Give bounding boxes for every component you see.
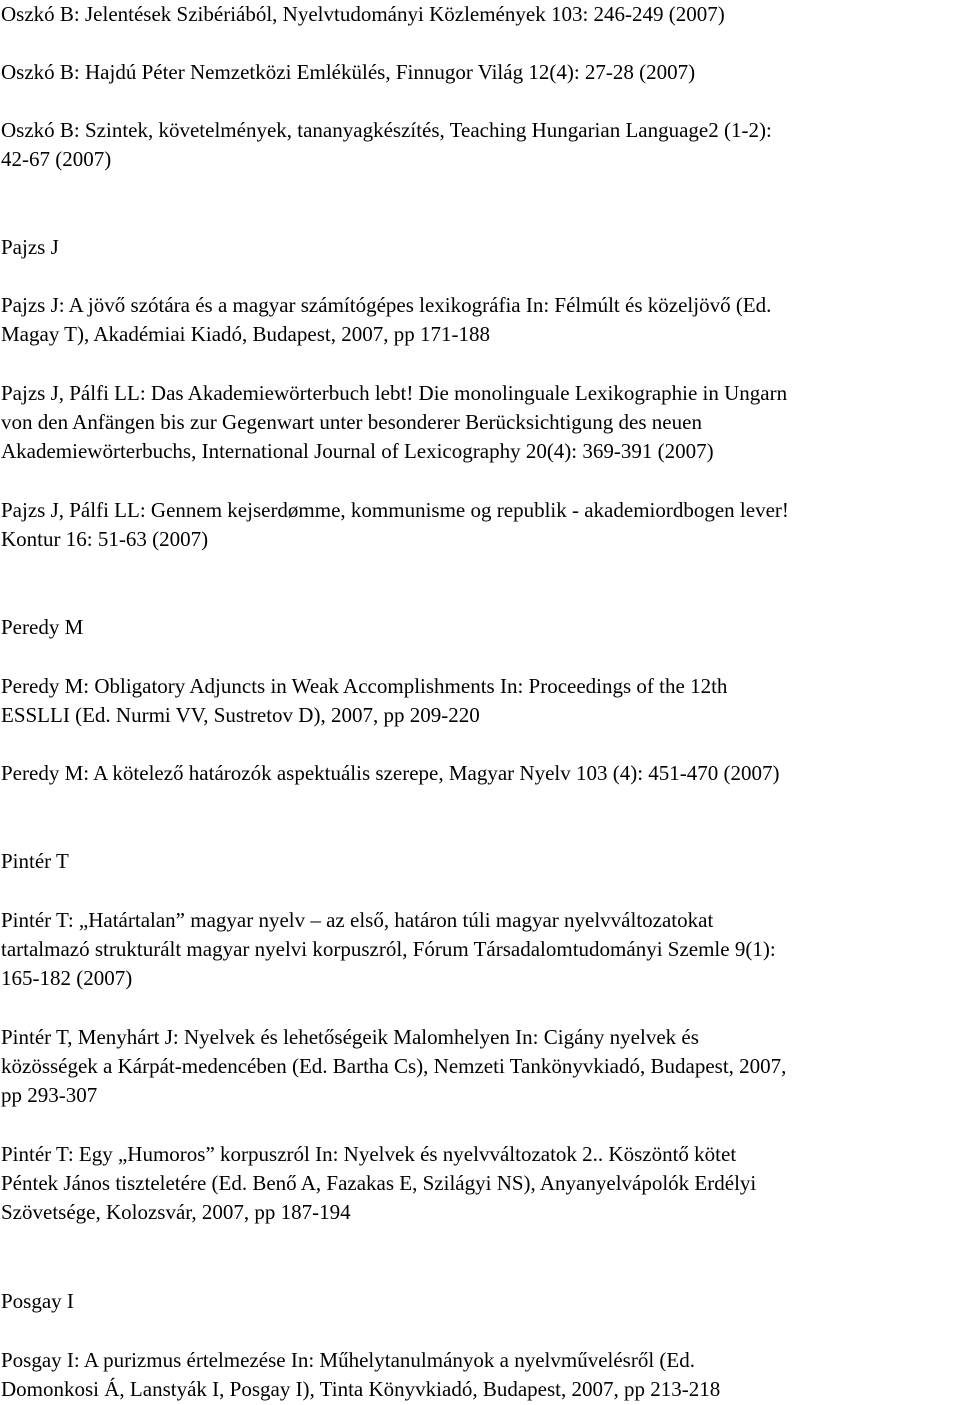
- reference-entry-line: Domonkosi Á, Lanstyák I, Posgay I), Tinta Könyvkiadó, Budapest, 2007, pp 213-218: [1, 1377, 721, 1401]
- reference-entry-line: 42-67 (2007): [1, 147, 112, 171]
- author-heading: Pintér T: [1, 849, 69, 873]
- reference-entry-line: Akademiewörterbuchs, International Journal of Lexicography 20(4): 369-391 (2007): [1, 439, 714, 463]
- reference-entry-line: Oszkó B: Jelentések Szibériából, Nyelvtudományi Közlemények 103: 246-249 (2007): [1, 2, 725, 26]
- reference-entry-line: Pintér T, Menyhárt J: Nyelvek és lehetőségeik Malomhelyen In: Cigány nyelvek és: [1, 1025, 699, 1049]
- reference-entry-line: Oszkó B: Hajdú Péter Nemzetközi Emlékülés, Finnugor Világ 12(4): 27-28 (2007): [1, 60, 696, 84]
- reference-entry-line: ESSLLI (Ed. Nurmi VV, Sustretov D), 2007, pp 209-220: [1, 703, 480, 727]
- reference-entry-line: Szövetsége, Kolozsvár, 2007, pp 187-194: [1, 1200, 351, 1224]
- reference-entry-line: tartalmazó strukturált magyar nyelvi korpuszról, Fórum Társadalomtudományi Szemle 9(1):: [1, 937, 776, 961]
- reference-entry-line: Magay T), Akadémiai Kiadó, Budapest, 2007, pp 171-188: [1, 322, 490, 346]
- reference-entry-line: Oszkó B: Szintek, követelmények, tananyagkészítés, Teaching Hungarian Language2 (1-2):: [1, 118, 772, 142]
- reference-entry-line: 165-182 (2007): [1, 966, 133, 990]
- reference-entry-line: Peredy M: A kötelező határozók aspektuális szerepe, Magyar Nyelv 103 (4): 451-470 (2007): [1, 761, 780, 785]
- author-heading: Pajzs J: [1, 235, 59, 259]
- author-heading: Posgay I: [1, 1289, 74, 1313]
- reference-entry-line: Pajzs J, Pálfi LL: Das Akademiewörterbuch lebt! Die monolinguale Lexikographie in Ungarn: [1, 381, 788, 405]
- reference-entry-line: Kontur 16: 51-63 (2007): [1, 527, 209, 551]
- author-heading: Peredy M: [1, 615, 84, 639]
- reference-entry-line: Pajzs J, Pálfi LL: Gennem kejserdømme, kommunisme og republik - akademiordbogen lever!: [1, 498, 789, 522]
- reference-entry-line: Posgay I: A purizmus értelmezése In: Műhelytanulmányok a nyelvművelésről (Ed.: [1, 1348, 696, 1372]
- reference-entry-line: Pintér T: „Határtalan” magyar nyelv – az első, határon túli magyar nyelvváltozatokat: [1, 908, 714, 932]
- reference-entry-line: Pajzs J: A jövő szótára és a magyar számítógépes lexikográfia In: Félmúlt és közeljövő (Ed.: [1, 293, 772, 317]
- reference-entry-line: Peredy M: Obligatory Adjuncts in Weak Accomplishments In: Proceedings of the 12th: [1, 674, 728, 698]
- reference-entry-line: von den Anfängen bis zur Gegenwart unter besonderer Berücksichtigung des neuen: [1, 410, 702, 434]
- reference-entry-line: közösségek a Kárpát-medencében (Ed. Bartha Cs), Nemzeti Tankönyvkiadó, Budapest, 2007,: [1, 1054, 787, 1078]
- reference-entry-line: Pintér T: Egy „Humoros” korpuszról In: Nyelvek és nyelvváltozatok 2.. Köszöntő kötet: [1, 1142, 737, 1166]
- reference-entry-line: pp 293-307: [1, 1083, 98, 1107]
- reference-entry-line: Péntek János tiszteletére (Ed. Benő A, Fazakas E, Szilágyi NS), Anyanyelvápolók Erdélyi: [1, 1171, 757, 1195]
